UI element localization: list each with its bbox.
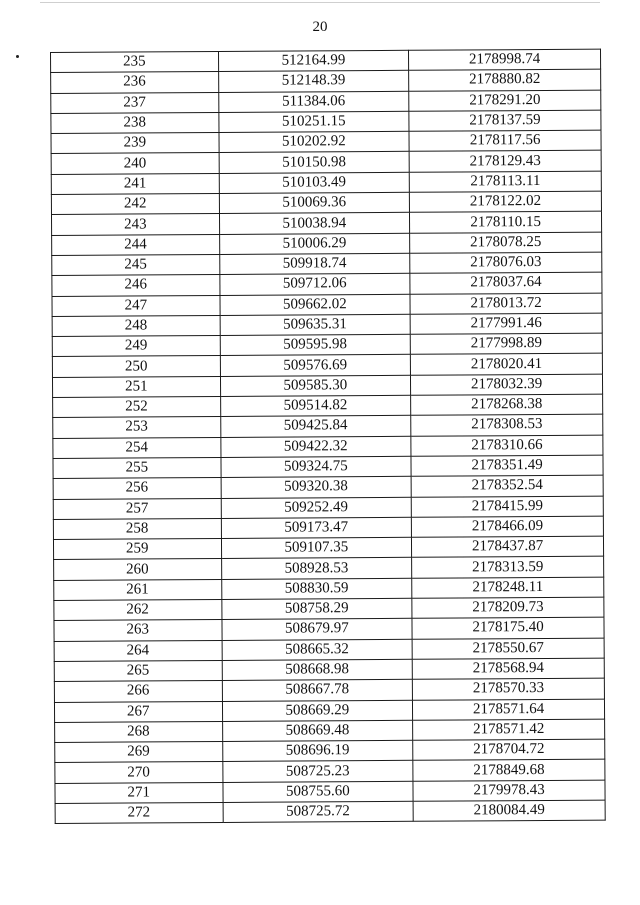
x-coordinate-cell: 512148.39 — [218, 71, 409, 92]
point-number-cell: 249 — [52, 336, 220, 357]
point-number-cell: 242 — [51, 194, 219, 215]
point-number-cell: 255 — [53, 457, 221, 478]
point-number-cell: 254 — [53, 437, 221, 458]
y-coordinate-cell: 2178571.42 — [413, 719, 605, 740]
point-number-cell: 238 — [51, 112, 219, 133]
point-number-cell: 262 — [54, 599, 222, 620]
y-coordinate-cell: 2178571.64 — [413, 699, 605, 720]
x-coordinate-cell: 512164.99 — [218, 50, 409, 71]
y-coordinate-cell: 2178291.20 — [409, 90, 601, 111]
y-coordinate-cell: 2178313.59 — [412, 557, 604, 578]
x-coordinate-cell: 509918.74 — [219, 253, 410, 274]
y-coordinate-cell: 2178037.64 — [410, 272, 602, 293]
x-coordinate-cell: 510038.94 — [219, 213, 410, 234]
point-number-cell: 259 — [53, 539, 221, 560]
table-row — [53, 414, 603, 438]
x-coordinate-cell: 509324.75 — [220, 456, 411, 477]
x-coordinate-cell: 509514.82 — [220, 395, 411, 416]
y-coordinate-cell: 2178117.56 — [409, 130, 601, 151]
x-coordinate-cell: 508696.19 — [222, 740, 413, 761]
point-number-cell: 236 — [51, 72, 219, 93]
x-coordinate-cell: 510150.98 — [219, 152, 410, 173]
point-number-cell: 235 — [51, 51, 219, 72]
x-coordinate-cell: 510251.15 — [218, 111, 409, 132]
point-number-cell: 269 — [55, 742, 223, 763]
y-coordinate-cell: 2178849.68 — [413, 760, 605, 781]
table-row — [54, 658, 604, 682]
x-coordinate-cell: 510103.49 — [219, 172, 410, 193]
y-coordinate-cell: 2178129.43 — [409, 151, 601, 172]
y-coordinate-cell: 2180084.49 — [413, 800, 605, 821]
point-number-cell: 245 — [52, 254, 220, 275]
point-number-cell: 240 — [51, 153, 219, 174]
table-row — [54, 597, 604, 621]
scan-edge-line — [40, 2, 600, 3]
y-coordinate-cell: 2178013.72 — [410, 293, 602, 314]
y-coordinate-cell: 2178209.73 — [412, 597, 604, 618]
x-coordinate-cell: 508758.29 — [221, 598, 412, 619]
y-coordinate-cell: 2178175.40 — [412, 617, 604, 638]
x-coordinate-cell: 509422.32 — [220, 436, 411, 457]
table-row — [52, 293, 602, 317]
x-coordinate-cell: 509595.98 — [220, 334, 411, 355]
x-coordinate-cell: 509107.35 — [221, 537, 412, 558]
table-row — [53, 475, 603, 499]
table-row — [53, 435, 603, 459]
table-row — [55, 800, 605, 824]
point-number-cell: 241 — [51, 173, 219, 194]
y-coordinate-cell: 2178570.33 — [413, 678, 605, 699]
point-number-cell: 268 — [55, 721, 223, 742]
table-row — [51, 90, 601, 114]
y-coordinate-cell: 2178078.25 — [410, 232, 602, 253]
table-row — [51, 69, 601, 93]
table-row — [54, 678, 604, 702]
y-coordinate-cell: 2178137.59 — [409, 110, 601, 131]
x-coordinate-cell: 508665.32 — [222, 639, 413, 660]
point-number-cell: 257 — [53, 498, 221, 519]
x-coordinate-cell: 508725.23 — [222, 761, 413, 782]
table-row — [53, 536, 603, 560]
point-number-cell: 244 — [52, 234, 220, 255]
scan-speck — [16, 55, 19, 58]
y-coordinate-cell: 2178351.49 — [411, 455, 603, 476]
x-coordinate-cell: 511384.06 — [218, 91, 409, 112]
x-coordinate-cell: 510069.36 — [219, 192, 410, 213]
x-coordinate-cell: 509635.31 — [220, 314, 411, 335]
table-row — [54, 638, 604, 662]
point-number-cell: 247 — [52, 295, 220, 316]
table-row — [53, 496, 603, 520]
y-coordinate-cell: 2177991.46 — [410, 313, 602, 334]
x-coordinate-cell: 508830.59 — [221, 578, 412, 599]
point-number-cell: 253 — [53, 417, 221, 438]
y-coordinate-cell: 2178268.38 — [411, 394, 603, 415]
point-number-cell: 256 — [53, 478, 221, 499]
point-number-cell: 258 — [53, 518, 221, 539]
y-coordinate-cell: 2178568.94 — [412, 658, 604, 679]
table-row — [53, 516, 603, 540]
x-coordinate-cell: 509252.49 — [221, 497, 412, 518]
table-row — [54, 699, 604, 723]
table-row — [51, 212, 601, 236]
y-coordinate-cell: 2178880.82 — [409, 69, 601, 90]
table-row — [51, 191, 601, 215]
table-row — [55, 739, 605, 763]
table-row — [52, 333, 602, 357]
y-coordinate-cell: 2178020.41 — [411, 354, 603, 375]
point-number-cell: 252 — [53, 397, 221, 418]
point-number-cell: 272 — [55, 802, 223, 823]
table-row — [54, 617, 604, 641]
table-row — [52, 313, 602, 337]
x-coordinate-cell: 509662.02 — [220, 294, 411, 315]
page-number: 20 — [312, 19, 328, 35]
point-number-cell: 250 — [52, 356, 220, 377]
point-number-cell: 237 — [51, 92, 219, 113]
point-number-cell: 261 — [54, 579, 222, 600]
x-coordinate-cell: 510202.92 — [219, 131, 410, 152]
x-coordinate-cell: 508679.97 — [221, 619, 412, 640]
point-number-cell: 265 — [54, 660, 222, 681]
point-number-cell: 267 — [54, 701, 222, 722]
table-row — [55, 760, 605, 784]
point-number-cell: 270 — [55, 762, 223, 783]
table-row — [54, 577, 604, 601]
coordinates-table — [50, 49, 606, 825]
y-coordinate-cell: 2178248.11 — [412, 577, 604, 598]
x-coordinate-cell: 509425.84 — [220, 416, 411, 437]
table-row — [51, 130, 601, 154]
y-coordinate-cell: 2179978.43 — [413, 780, 605, 801]
x-coordinate-cell: 509173.47 — [221, 517, 412, 538]
table-row — [51, 110, 601, 134]
point-number-cell: 243 — [51, 214, 219, 235]
x-coordinate-cell: 509576.69 — [220, 355, 411, 376]
x-coordinate-cell: 508669.29 — [222, 700, 413, 721]
point-number-cell: 271 — [55, 782, 223, 803]
x-coordinate-cell: 508755.60 — [222, 781, 413, 802]
point-number-cell: 246 — [52, 275, 220, 296]
y-coordinate-cell: 2178110.15 — [410, 212, 602, 233]
point-number-cell: 260 — [54, 559, 222, 580]
y-coordinate-cell: 2178550.67 — [412, 638, 604, 659]
y-coordinate-cell: 2178076.03 — [410, 252, 602, 273]
x-coordinate-cell: 509712.06 — [219, 274, 410, 295]
table-row — [52, 252, 602, 276]
table-row — [52, 272, 602, 296]
y-coordinate-cell: 2178113.11 — [409, 171, 601, 192]
x-coordinate-cell: 508725.72 — [223, 801, 414, 822]
table-row — [54, 557, 604, 581]
coordinates-table-body — [51, 49, 606, 824]
y-coordinate-cell: 2178704.72 — [413, 739, 605, 760]
y-coordinate-cell: 2178308.53 — [411, 414, 603, 435]
table-row — [51, 49, 601, 73]
table-row — [53, 394, 603, 418]
point-number-cell: 266 — [54, 681, 222, 702]
table-row — [55, 719, 605, 743]
y-coordinate-cell: 2178466.09 — [412, 516, 604, 537]
table-row — [51, 151, 601, 175]
table-row — [52, 232, 602, 256]
point-number-cell: 239 — [51, 133, 219, 154]
x-coordinate-cell: 508669.48 — [222, 720, 413, 741]
point-number-cell: 251 — [52, 376, 220, 397]
y-coordinate-cell: 2178310.66 — [411, 435, 603, 456]
y-coordinate-cell: 2177998.89 — [410, 333, 602, 354]
y-coordinate-cell: 2178122.02 — [410, 191, 602, 212]
y-coordinate-cell: 2178032.39 — [411, 374, 603, 395]
x-coordinate-cell: 509585.30 — [220, 375, 411, 396]
x-coordinate-cell: 508928.53 — [221, 558, 412, 579]
point-number-cell: 248 — [52, 315, 220, 336]
x-coordinate-cell: 510006.29 — [219, 233, 410, 254]
table-row — [52, 354, 602, 378]
table-row — [51, 171, 601, 195]
table-row — [55, 780, 605, 804]
x-coordinate-cell: 508667.78 — [222, 680, 413, 701]
y-coordinate-cell: 2178352.54 — [411, 475, 603, 496]
y-coordinate-cell: 2178415.99 — [411, 496, 603, 517]
x-coordinate-cell: 509320.38 — [221, 477, 412, 498]
table-row — [52, 374, 602, 398]
table-row — [53, 455, 603, 479]
y-coordinate-cell: 2178998.74 — [409, 49, 601, 70]
point-number-cell: 264 — [54, 640, 222, 661]
point-number-cell: 263 — [54, 620, 222, 641]
y-coordinate-cell: 2178437.87 — [412, 536, 604, 557]
x-coordinate-cell: 508668.98 — [222, 659, 413, 680]
